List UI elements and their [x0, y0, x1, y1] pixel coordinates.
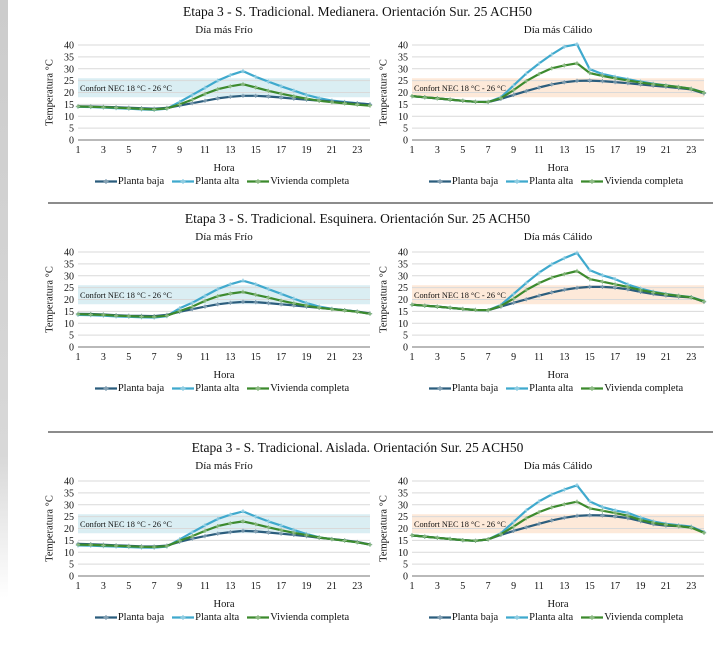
legend-label: Vivienda completa [604, 383, 684, 394]
legend-label: Planta alta [529, 383, 574, 394]
y-axis-title: Temperatura °C [378, 495, 390, 562]
temperature-line-chart-medianera-frio [42, 40, 376, 176]
legend-label: Vivienda completa [270, 176, 350, 187]
y-tick-label: 35 [64, 259, 74, 271]
legend-marker [103, 179, 108, 184]
y-tick-label: 25 [398, 76, 408, 88]
x-tick-label: 3 [100, 352, 106, 363]
x-tick-label: 19 [635, 581, 646, 592]
temperature-line-chart-esquinera-calido [376, 247, 710, 383]
chart-legend [376, 383, 710, 394]
chart-legend [42, 176, 376, 187]
x-tick-label: 1 [409, 352, 415, 363]
x-tick-label: 7 [151, 145, 157, 156]
section-title: Etapa 3 - S. Tradicional. Aislada. Orientación Sur. 25 ACH50 [191, 440, 524, 455]
legend-item-vivienda-completa [247, 383, 349, 394]
comfort-range-label: Confort NEC 18 °C - 26 °C [80, 290, 172, 300]
legend-label: Vivienda completa [270, 383, 350, 394]
legend-swatch-planta-alta [506, 384, 528, 393]
temperature-line-chart-aislada-calido [376, 476, 710, 612]
x-tick-label: 23 [686, 145, 697, 156]
x-tick-label: 7 [485, 145, 491, 156]
y-tick-label: 20 [64, 295, 74, 306]
legend-swatch-planta-alta [506, 613, 528, 622]
y-axis-title: Temperatura °C [378, 266, 390, 333]
chart-legend [376, 176, 710, 187]
legend-swatch-planta-alta [172, 613, 194, 622]
x-tick-label: 11 [200, 581, 210, 592]
y-tick-label: 30 [64, 271, 74, 283]
y-tick-label: 25 [398, 283, 408, 295]
y-tick-label: 0 [69, 571, 74, 583]
x-tick-label: 23 [686, 581, 697, 592]
legend-marker [590, 179, 595, 184]
x-tick-label: 21 [326, 581, 337, 592]
x-tick-label: 11 [534, 581, 544, 592]
legend-marker [515, 179, 520, 184]
x-tick-label: 5 [126, 581, 132, 592]
legend-label: Planta baja [117, 383, 165, 394]
y-tick-label: 40 [64, 40, 74, 52]
x-tick-label: 23 [686, 352, 697, 363]
y-tick-label: 10 [398, 318, 408, 330]
x-tick-label: 11 [534, 145, 544, 156]
y-tick-label: 25 [64, 76, 74, 88]
x-tick-label: 9 [177, 145, 183, 156]
x-tick-label: 15 [584, 145, 595, 156]
temperature-line-chart-esquinera-frio [42, 247, 376, 383]
x-tick-label: 13 [559, 352, 570, 363]
legend-marker [437, 179, 442, 184]
legend-marker [181, 386, 186, 391]
legend-item-vivienda-completa [581, 612, 683, 623]
legend-swatch-planta-baja [429, 613, 451, 622]
x-tick-label: 1 [409, 581, 415, 592]
comfort-range-label: Confort NEC 18 °C - 26 °C [414, 83, 506, 93]
section-aislada [0, 433, 715, 648]
legend-swatch-vivienda-completa [581, 613, 603, 622]
y-tick-label: 15 [398, 306, 408, 318]
y-tick-label: 25 [64, 512, 74, 524]
x-tick-label: 3 [100, 145, 106, 156]
legend-item-planta-baja [429, 612, 498, 623]
x-tick-label: 9 [511, 581, 517, 592]
y-tick-label: 40 [398, 40, 408, 52]
x-tick-label: 5 [126, 145, 132, 156]
legend-marker [256, 615, 261, 620]
x-tick-label: 3 [100, 581, 106, 592]
y-tick-label: 10 [64, 547, 74, 559]
legend-swatch-planta-baja [95, 177, 117, 186]
y-tick-label: 15 [64, 99, 74, 111]
x-tick-label: 23 [352, 145, 363, 156]
legend-label: Vivienda completa [604, 612, 684, 623]
chart-subtitle: Día más Cálido [523, 460, 593, 472]
legend-item-planta-alta [172, 612, 239, 623]
legend-label: Planta alta [195, 612, 240, 623]
y-tick-label: 10 [398, 111, 408, 123]
legend-marker [103, 615, 108, 620]
y-tick-label: 5 [403, 559, 408, 571]
x-tick-label: 13 [225, 352, 236, 363]
chart-panel-medianera-calido [376, 22, 710, 187]
y-tick-label: 5 [69, 330, 74, 342]
y-tick-label: 20 [64, 88, 74, 99]
x-tick-label: 21 [660, 352, 671, 363]
legend-label: Planta alta [195, 383, 240, 394]
chart-subtitle: Día más Frío [195, 24, 253, 36]
legend-item-planta-baja [95, 612, 164, 623]
legend-label: Planta alta [195, 176, 240, 187]
chart-panel-esquinera-calido [376, 229, 710, 394]
x-tick-label: 23 [352, 581, 363, 592]
y-tick-label: 35 [398, 488, 408, 500]
comfort-range-label: Confort NEC 18 °C - 26 °C [80, 83, 172, 93]
x-tick-label: 3 [434, 145, 440, 156]
legend-label: Vivienda completa [604, 176, 684, 187]
x-axis-title: Hora [213, 370, 235, 381]
y-tick-label: 15 [64, 306, 74, 318]
y-tick-label: 30 [398, 271, 408, 283]
legend-swatch-planta-baja [95, 613, 117, 622]
x-tick-label: 3 [434, 581, 440, 592]
x-tick-label: 5 [460, 145, 466, 156]
legend-swatch-vivienda-completa [581, 384, 603, 393]
x-tick-label: 1 [409, 145, 415, 156]
x-tick-label: 17 [276, 581, 287, 592]
legend-label: Vivienda completa [270, 612, 350, 623]
legend-marker [437, 386, 442, 391]
x-tick-label: 1 [75, 581, 81, 592]
chart-legend [42, 383, 376, 394]
legend-item-planta-baja [95, 176, 164, 187]
legend-label: Planta baja [451, 383, 499, 394]
x-tick-label: 15 [250, 352, 261, 363]
legend-marker [103, 386, 108, 391]
legend-label: Planta baja [117, 176, 165, 187]
legend-swatch-planta-alta [506, 177, 528, 186]
legend-marker [181, 615, 186, 620]
x-tick-label: 15 [250, 145, 261, 156]
x-tick-label: 19 [301, 145, 312, 156]
chart-subtitle: Día más Frío [195, 231, 253, 243]
x-tick-label: 1 [75, 145, 81, 156]
chart-subtitle: Día más Cálido [523, 24, 593, 36]
y-tick-label: 5 [69, 559, 74, 571]
y-tick-label: 10 [64, 111, 74, 123]
section-medianera [0, 0, 715, 202]
legend-marker [256, 386, 261, 391]
temperature-line-chart-medianera-calido [376, 40, 710, 176]
legend-marker [515, 615, 520, 620]
legend-item-vivienda-completa [581, 176, 683, 187]
y-axis-title: Temperatura °C [44, 266, 56, 333]
x-tick-label: 9 [511, 145, 517, 156]
y-tick-label: 0 [69, 342, 74, 354]
legend-swatch-vivienda-completa [247, 177, 269, 186]
x-tick-label: 15 [584, 581, 595, 592]
chart-panel-aislada-frio [42, 458, 376, 623]
comfort-range-label: Confort NEC 18 °C - 26 °C [414, 290, 506, 300]
x-tick-label: 19 [301, 352, 312, 363]
x-tick-label: 11 [200, 145, 210, 156]
y-tick-label: 5 [69, 123, 74, 135]
x-tick-label: 7 [151, 352, 157, 363]
x-tick-label: 13 [559, 145, 570, 156]
legend-marker [590, 615, 595, 620]
y-tick-label: 25 [398, 512, 408, 524]
x-tick-label: 19 [635, 145, 646, 156]
y-tick-label: 0 [403, 135, 408, 147]
section-title: Etapa 3 - S. Tradicional. Esquinera. Orientación Sur. 25 ACH50 [184, 211, 531, 226]
x-tick-label: 9 [177, 581, 183, 592]
legend-label: Planta alta [529, 612, 574, 623]
x-tick-label: 3 [434, 352, 440, 363]
legend-swatch-vivienda-completa [581, 177, 603, 186]
legend-item-vivienda-completa [581, 383, 683, 394]
y-axis-title: Temperatura °C [44, 495, 56, 562]
y-tick-label: 5 [403, 330, 408, 342]
y-tick-label: 40 [64, 476, 74, 488]
y-tick-label: 25 [64, 283, 74, 295]
legend-marker [181, 179, 186, 184]
x-axis-title: Hora [547, 370, 569, 381]
x-tick-label: 17 [610, 581, 621, 592]
legend-item-planta-alta [506, 612, 573, 623]
y-tick-label: 5 [403, 123, 408, 135]
x-tick-label: 17 [276, 352, 287, 363]
legend-marker [515, 386, 520, 391]
legend-item-planta-baja [429, 176, 498, 187]
x-tick-label: 21 [326, 352, 337, 363]
y-tick-label: 35 [398, 52, 408, 64]
y-tick-label: 30 [64, 500, 74, 512]
y-tick-label: 40 [398, 247, 408, 259]
y-tick-label: 40 [398, 476, 408, 488]
y-tick-label: 35 [64, 488, 74, 500]
legend-swatch-vivienda-completa [247, 384, 269, 393]
y-tick-label: 10 [64, 318, 74, 330]
legend-item-planta-alta [172, 176, 239, 187]
chart-legend [376, 612, 710, 623]
legend-swatch-vivienda-completa [247, 613, 269, 622]
y-tick-label: 10 [398, 547, 408, 559]
legend-item-planta-alta [506, 176, 573, 187]
comfort-range-label: Confort NEC 18 °C - 26 °C [80, 519, 172, 529]
temperature-line-chart-aislada-frio [42, 476, 376, 612]
x-tick-label: 15 [250, 581, 261, 592]
x-tick-label: 13 [225, 581, 236, 592]
chart-panel-medianera-frio [42, 22, 376, 187]
legend-marker [256, 179, 261, 184]
chart-subtitle: Día más Frío [195, 460, 253, 472]
x-tick-label: 5 [126, 352, 132, 363]
x-tick-label: 15 [584, 352, 595, 363]
x-tick-label: 1 [75, 352, 81, 363]
x-tick-label: 11 [534, 352, 544, 363]
legend-marker [437, 615, 442, 620]
x-tick-label: 5 [460, 352, 466, 363]
legend-label: Planta baja [451, 176, 499, 187]
x-tick-label: 21 [326, 145, 337, 156]
legend-swatch-planta-baja [429, 177, 451, 186]
legend-label: Planta baja [451, 612, 499, 623]
y-tick-label: 35 [64, 52, 74, 64]
y-tick-label: 35 [398, 259, 408, 271]
chart-panel-aislada-calido [376, 458, 710, 623]
legend-marker [590, 386, 595, 391]
y-tick-label: 30 [398, 500, 408, 512]
chart-panel-esquinera-frio [42, 229, 376, 394]
x-tick-label: 17 [276, 145, 287, 156]
y-tick-label: 15 [398, 535, 408, 547]
y-tick-label: 15 [398, 99, 408, 111]
x-tick-label: 13 [559, 581, 570, 592]
x-tick-label: 13 [225, 145, 236, 156]
y-tick-label: 30 [64, 64, 74, 76]
legend-item-vivienda-completa [247, 176, 349, 187]
x-tick-label: 21 [660, 581, 671, 592]
section-esquinera [0, 204, 715, 431]
section-title: Etapa 3 - S. Tradicional. Medianera. Orientación Sur. 25 ACH50 [182, 4, 533, 19]
legend-item-planta-alta [172, 383, 239, 394]
x-tick-label: 9 [511, 352, 517, 363]
chart-legend [42, 612, 376, 623]
x-tick-label: 7 [485, 581, 491, 592]
y-axis-title: Temperatura °C [378, 59, 390, 126]
legend-swatch-planta-baja [95, 384, 117, 393]
y-axis-title: Temperatura °C [44, 59, 56, 126]
x-tick-label: 11 [200, 352, 210, 363]
x-tick-label: 19 [301, 581, 312, 592]
comfort-range-label: Confort NEC 18 °C - 26 °C [414, 519, 506, 529]
legend-item-planta-baja [95, 383, 164, 394]
x-tick-label: 23 [352, 352, 363, 363]
y-tick-label: 30 [398, 64, 408, 76]
x-axis-title: Hora [547, 599, 569, 610]
y-tick-label: 0 [69, 135, 74, 147]
x-tick-label: 19 [635, 352, 646, 363]
legend-label: Planta baja [117, 612, 165, 623]
x-axis-title: Hora [547, 163, 569, 174]
y-tick-label: 15 [64, 535, 74, 547]
legend-label: Planta alta [529, 176, 574, 187]
x-tick-label: 21 [660, 145, 671, 156]
x-tick-label: 9 [177, 352, 183, 363]
legend-swatch-planta-alta [172, 177, 194, 186]
legend-item-planta-alta [506, 383, 573, 394]
y-tick-label: 20 [398, 524, 408, 535]
y-tick-label: 20 [398, 88, 408, 99]
y-tick-label: 0 [403, 571, 408, 583]
y-tick-label: 20 [64, 524, 74, 535]
y-tick-label: 40 [64, 247, 74, 259]
x-axis-title: Hora [213, 163, 235, 174]
legend-swatch-planta-baja [429, 384, 451, 393]
legend-item-vivienda-completa [247, 612, 349, 623]
chart-subtitle: Día más Cálido [523, 231, 593, 243]
x-tick-label: 7 [151, 581, 157, 592]
legend-swatch-planta-alta [172, 384, 194, 393]
x-tick-label: 17 [610, 145, 621, 156]
y-tick-label: 20 [398, 295, 408, 306]
x-axis-title: Hora [213, 599, 235, 610]
x-tick-label: 5 [460, 581, 466, 592]
x-tick-label: 17 [610, 352, 621, 363]
y-tick-label: 0 [403, 342, 408, 354]
x-tick-label: 7 [485, 352, 491, 363]
legend-item-planta-baja [429, 383, 498, 394]
